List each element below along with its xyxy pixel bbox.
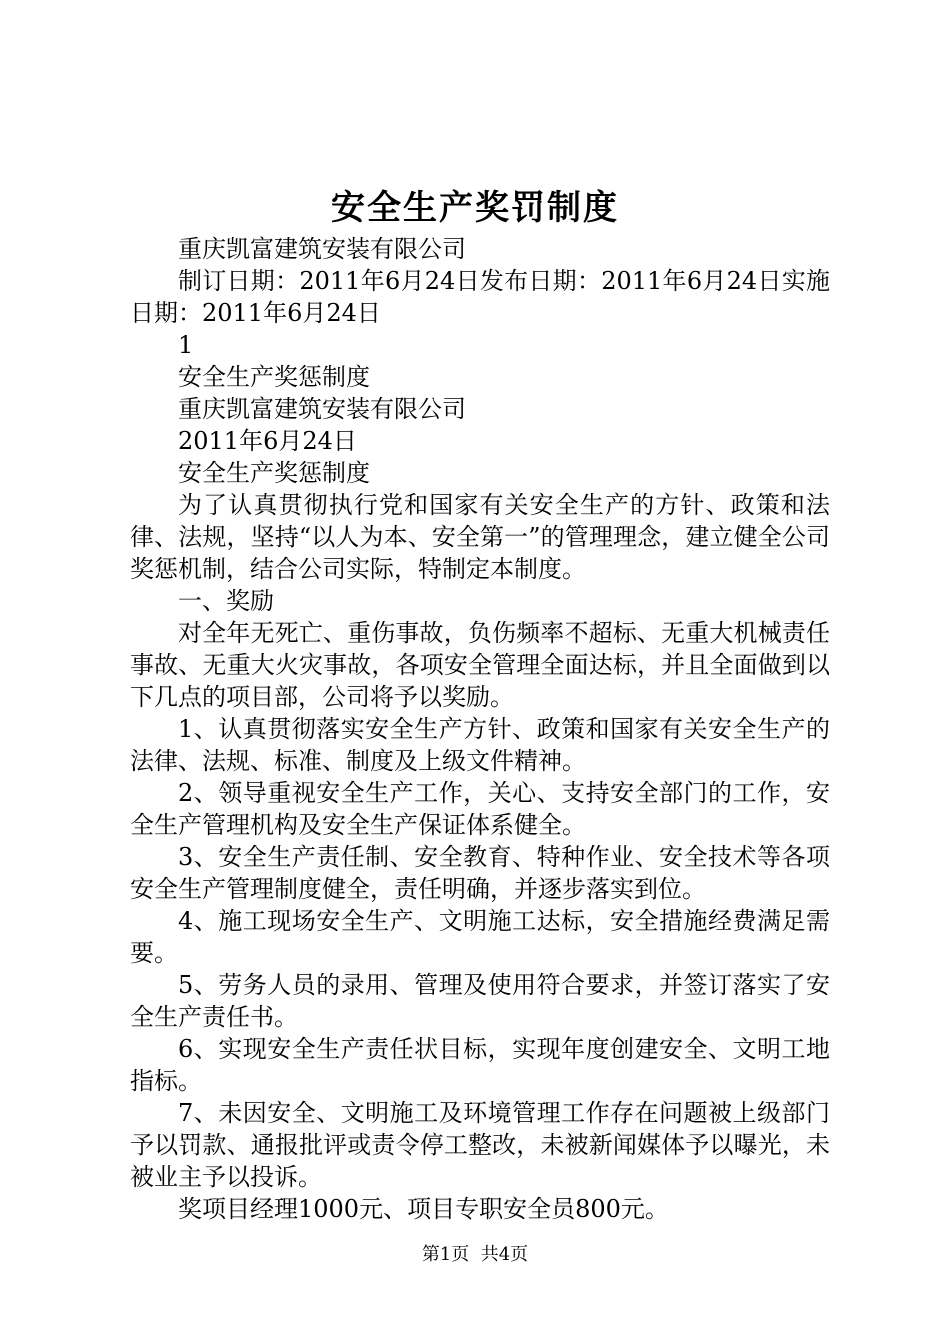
section-heading-rewards: 一、奖励 [178, 587, 274, 615]
list-item: 3、安全生产责任制、安全教育、特种作业、安全技术等各项安全生产管理制度健全，责任明确，并逐步落实到位。 [130, 843, 830, 903]
date-info: 制订日期：2011年6月24日发布日期：2011年6月24日实施日期：2011年6月24日 [130, 267, 830, 327]
subtitle-repeat: 安全生产奖惩制度 [178, 459, 370, 487]
rewards-intro: 对全年无死亡、重伤事故，负伤频率不超标、无重大机械责任事故、无重大火灾事故，各项安全管理全面达标，并且全面做到以下几点的项目部，公司将予以奖励。 [130, 619, 830, 711]
list-item: 4、施工现场安全生产、文明施工达标，安全措施经费满足需要。 [130, 907, 830, 967]
list-item: 1、认真贯彻落实安全生产方针、政策和国家有关安全生产的法律、法规、标准、制度及上级文件精神。 [130, 715, 830, 775]
list-item: 2、领导重视安全生产工作，关心、支持安全部门的工作，安全生产管理机构及安全生产保证体系健全。 [130, 779, 830, 839]
subtitle: 安全生产奖惩制度 [178, 363, 370, 391]
page-footer [0, 1244, 950, 1266]
page-number: 第1页 [421, 1244, 470, 1265]
list-item: 5、劳务人员的录用、管理及使用符合要求，并签订落实了安全生产责任书。 [130, 971, 830, 1031]
list-item: 7、未因安全、文明施工及环境管理工作存在问题被上级部门予以罚款、通报批评或责令停工整改，未被新闻媒体予以曝光，未被业主予以投诉。 [130, 1099, 830, 1191]
company-name-repeat: 重庆凯富建筑安装有限公司 [178, 395, 466, 423]
intro-paragraph: 为了认真贯彻执行党和国家有关安全生产的方针、政策和法律、法规，坚持“以人为本、安全第一”的管理理念，建立健全公司奖惩机制，结合公司实际，特制定本制度。 [130, 491, 830, 583]
document-title: 安全生产奖罚制度 [331, 188, 619, 228]
company-name: 重庆凯富建筑安装有限公司 [178, 235, 466, 263]
section-number: 1 [178, 331, 194, 359]
document-body [130, 233, 830, 1225]
page-total: 共4页 [480, 1244, 529, 1265]
list-item: 6、实现安全生产责任状目标，实现年度创建安全、文明工地指标。 [130, 1035, 830, 1095]
reward-amount: 奖项目经理1000元、项目专职安全员800元。 [178, 1195, 669, 1223]
issue-date: 2011年6月24日 [178, 427, 357, 455]
